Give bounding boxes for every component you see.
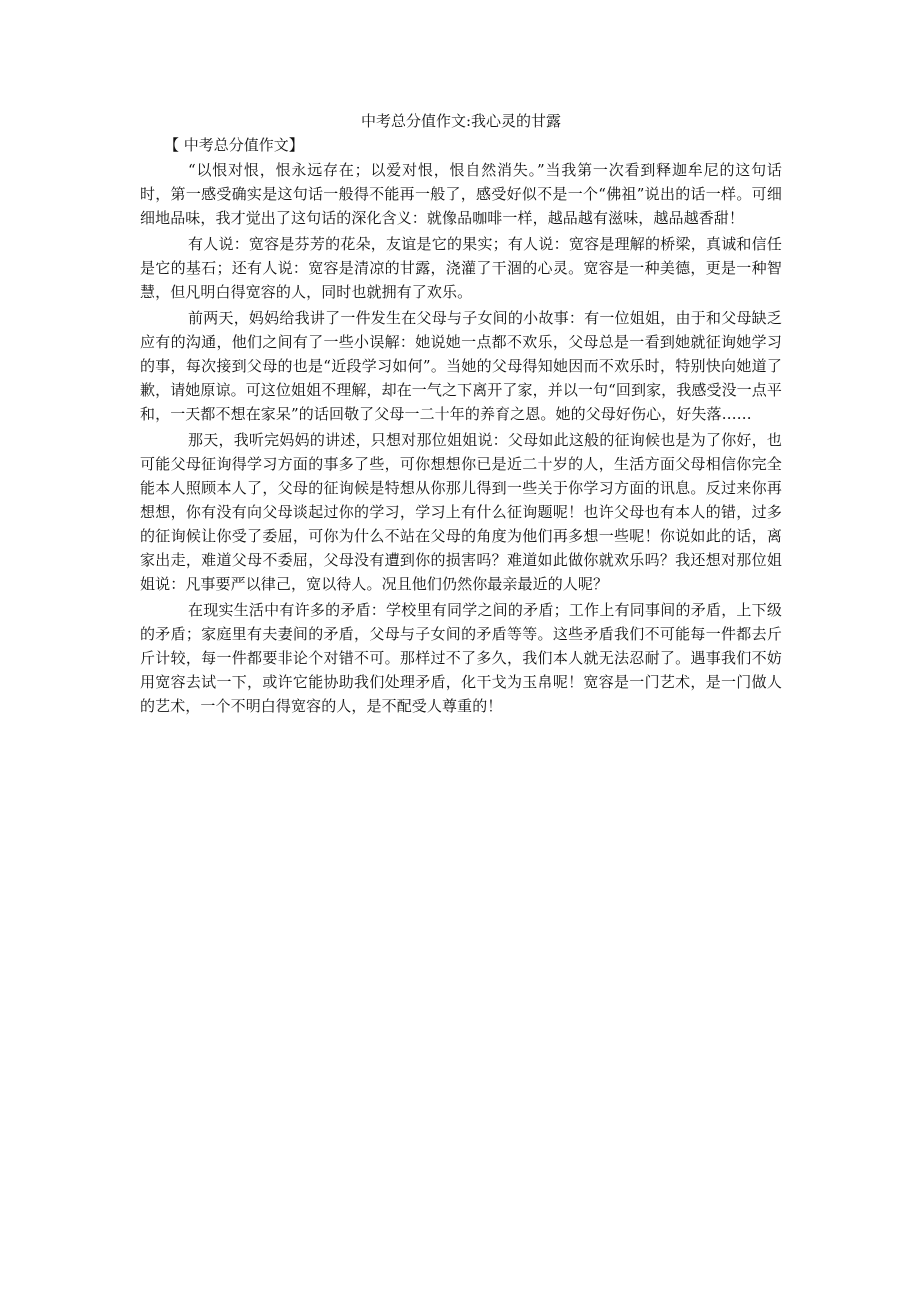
paragraph-3: 前两天，妈妈给我讲了一件发生在父母与子女间的小故事：有一位姐姐，由于和父母缺乏应有的沟通，他们之间有了一些小误解：她说她一点都不欢乐，父母总是一看到她就征询她学习的事，每次接到父母的也是“近段学习如何”。当她的父母得知她因而不欢乐时，特别快向她道了歉，请她原谅。可这位姐姐不理解，却在一气之下离开了家，并以一句“回到家，我感受没一点平和，一天都不想在家呆”的话回敬了父母一二十年的养育之恩。她的父母好伤心，好失落…… — [140, 309, 782, 423]
paragraph-2: 有人说：宽容是芬芳的花朵，友谊是它的果实；有人说：宽容是理解的桥梁，真诚和信任是它的基石；还有人说：宽容是清凉的甘露，浇灌了干涸的心灵。宽容是一种美德，更是一种智慧，但凡明白得宽容的人，同时也就拥有了欢乐。 — [140, 235, 782, 301]
paragraph-1: “以恨对恨，恨永远存在；以爱对恨，恨自然消失。”当我第一次看到释迦牟尼的这句话时，第一感受确实是这句话一般得不能再一般了，感受好似不是一个“佛祖”说出的话一样。可细细地品味，我才觉出了这句话的深化含义：就像品咖啡一样，越品越有滋味，越品越香甜！ — [140, 161, 782, 227]
paragraph-4: 那天，我听完妈妈的讲述，只想对那位姐姐说：父母如此这般的征询候也是为了你好，也可能父母征询得学习方面的事多了些，可你想想你已是近二十岁的人，生活方面父母相信你完全能本人照顾本人了，父母的征询候是特想从你那儿得到一些关于你学习方面的讯息。反过来你再想想，你有没有向父母谈起过你的学习，学习上有什么征询题呢！也许父母也有本人的错，过多的征询候让你受了委屈，可你为什么不站在父母的角度为他们再多想一些呢！你说如此的话，离家出走，难道父母不委屈，父母没有遭到你的损害吗？难道如此做你就欢乐吗？我还想对那位姐姐说：凡事要严以律己，宽以待人。况且他们仍然你最亲最近的人呢？ — [140, 431, 782, 593]
document-title: 中考总分值作文:我心灵的甘露 — [360, 112, 562, 130]
category-label: 【 中考总分值作文】 — [164, 136, 304, 154]
paragraph-5: 在现实生活中有许多的矛盾：学校里有同学之间的矛盾；工作上有同事间的矛盾，上下级的矛盾；家庭里有夫妻间的矛盾，父母与子女间的矛盾等等。这些矛盾我们不可能每一件都去斤斤计较，每一件都要非论个对错不可。那样过不了多久，我们本人就无法忍耐了。遇事我们不妨用宽容去试一下，或许它能协助我们处理矛盾，化干戈为玉帛呢！宽容是一门艺术，是一门做人的艺术，一个不明白得宽容的人，是不配受人尊重的！ — [140, 601, 782, 715]
document-page — [140, 110, 782, 720]
